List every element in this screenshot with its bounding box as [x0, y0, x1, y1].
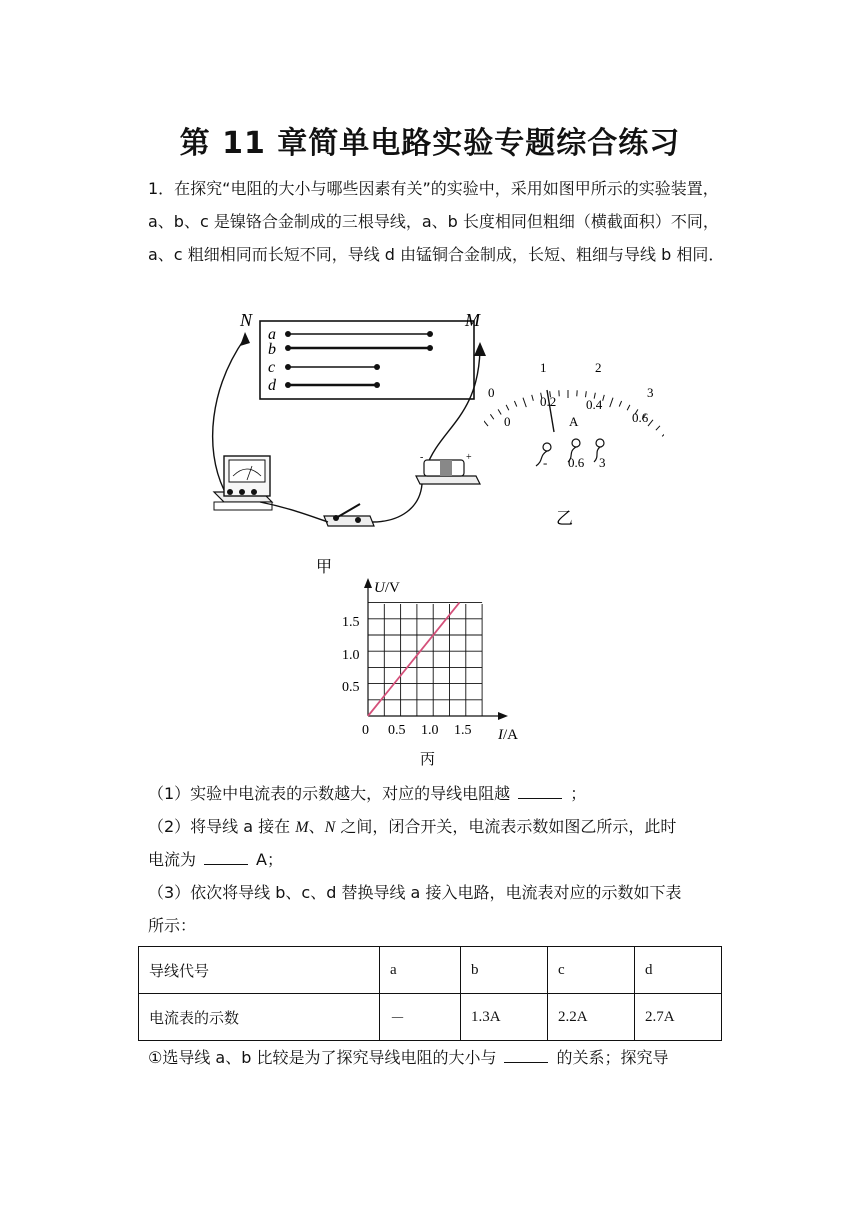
y-tick-1-5: 1.5: [342, 615, 360, 630]
arrow-n-icon: [240, 332, 250, 346]
figure-bing-caption: 丙: [420, 750, 436, 768]
question-1-intro: 1．在探究“电阻的大小与哪些因素有关”的实验中，采用如图甲所示的实验装置，a、b、c 是镍铬合金制成的三根导线，a、b 长度相同但粗细（横截面积）不同，a、c 粗细相同而长短不同，导线 d 由锰铜合金制成，长短、粗细与导线 b 相同．: [148, 179, 725, 264]
sub2-m: M: [295, 819, 309, 836]
dial-tick: [656, 426, 660, 430]
table-row: [139, 994, 722, 1041]
wire-d: [268, 377, 380, 394]
lead-m: [426, 350, 480, 468]
dial-bottom-label-1: 0.2: [540, 394, 557, 409]
dial-top-label-2: 2: [595, 360, 602, 375]
dial-tick: [619, 401, 621, 407]
sub2-b: 之间，闭合开关，电流表示数如图乙所示，此时: [335, 817, 677, 836]
table-cell: a: [380, 947, 461, 994]
sub2-n: N: [324, 819, 336, 836]
sub3-line1: （3）依次将导线 b、c、d 替换导线 a 接入电路，电流表对应的示数如下表: [148, 883, 682, 902]
current-table: [138, 946, 722, 1041]
dial-unit: A: [569, 414, 579, 429]
answer-blank-3[interactable]: [504, 1048, 548, 1063]
dial-tick: [484, 420, 488, 426]
dial-tick: [490, 414, 493, 419]
table-cell: 导线代号: [139, 947, 380, 994]
x-axis-unit: /A: [503, 727, 518, 743]
x-axis-arrow-icon: [498, 712, 508, 720]
terminal-label-3: 3: [599, 455, 606, 470]
wire-b: [268, 341, 433, 358]
sub2-sep: 、: [308, 817, 325, 836]
sub2-unit: A；: [256, 850, 283, 869]
sub3-q1-b: 的关系；探究导: [556, 1048, 669, 1067]
dial-top-label-0: 0: [488, 385, 495, 400]
battery-device: [416, 452, 480, 484]
x-tick-0: 0: [362, 723, 369, 738]
terminal-label-n: N: [240, 310, 253, 330]
x-axis-var: I: [498, 727, 503, 743]
sub3-q1-a: ①选导线 a、b 比较是为了探究导线电阻的大小与: [148, 1048, 497, 1067]
sub2-line2: 电流为: [148, 850, 197, 869]
terminal-label-minus: -: [543, 455, 548, 470]
x-tick-0-5: 0.5: [388, 723, 406, 738]
table-cell: －: [380, 994, 461, 1041]
dial-tick: [662, 432, 664, 436]
dial-top-label-1: 1: [540, 360, 547, 375]
figure-yi: [484, 356, 664, 532]
dial-bottom-label-2: 0.4: [586, 397, 603, 412]
dial-bottom-label-0: 0: [504, 414, 511, 429]
terminal-label-06: 0.6: [568, 455, 585, 470]
y-axis-var: U: [374, 580, 385, 596]
table-cell: b: [461, 947, 548, 994]
dial-tick: [610, 398, 613, 407]
dial-bottom-label-3: 0.6: [632, 410, 649, 425]
wire-a: [268, 326, 433, 343]
table-row: [139, 947, 722, 994]
dial-tick: [506, 405, 509, 410]
sub-question-3-1: [148, 1045, 669, 1068]
y-tick-0-5: 0.5: [342, 680, 360, 695]
wire-label-d: d: [268, 377, 276, 394]
table-cell: 2.2A: [548, 994, 635, 1041]
answer-blank-1[interactable]: [518, 784, 562, 799]
wire-c: [268, 359, 380, 376]
dial-tick: [648, 420, 653, 426]
y-axis-unit: /V: [384, 580, 400, 596]
table-cell: d: [635, 947, 722, 994]
svg-text:-: -: [420, 452, 424, 463]
table-cell: 电流表的示数: [139, 994, 380, 1041]
dial-top-label-3: 3: [647, 385, 654, 400]
switch-device: [324, 504, 374, 526]
y-axis-arrow-icon: [364, 578, 372, 588]
chart-grid: [368, 603, 482, 716]
wire-label-a: a: [268, 326, 276, 343]
figure-yi-caption: 乙: [556, 509, 573, 529]
dial-tick: [523, 398, 526, 407]
figure-jia-caption: 甲: [316, 557, 333, 576]
wire-board: [260, 321, 474, 399]
sub1-text: （1）实验中电流表的示数越大，对应的导线电阻越: [148, 784, 511, 803]
table-cell: c: [548, 947, 635, 994]
dial-tick: [627, 405, 630, 410]
dial-tick: [514, 401, 516, 407]
sub1-end: ；: [570, 784, 587, 803]
dial-tick: [498, 409, 501, 414]
wire-label-b: b: [268, 341, 276, 358]
terminal-06-icon: [572, 439, 580, 447]
x-tick-1-0: 1.0: [421, 723, 439, 738]
x-axis-label: [497, 727, 518, 743]
page-title: 第 11 章简单电路实验专题综合练习: [179, 126, 681, 161]
arrow-m-icon: [474, 342, 486, 356]
ammeter-device: [214, 456, 272, 510]
figure-jia: [200, 308, 490, 580]
terminal-minus-icon: [543, 443, 551, 451]
table-cell: 1.3A: [461, 994, 548, 1041]
sub-question-2: [148, 814, 676, 837]
svg-text:+: +: [466, 452, 472, 463]
sub2-a: （2）将导线 a 接在: [148, 817, 296, 836]
terminal-3-icon: [596, 439, 604, 447]
dial-tick: [603, 395, 605, 401]
wire-label-c: c: [268, 359, 276, 376]
sub3-line2: 所示：: [148, 916, 197, 935]
dial-tick: [532, 395, 534, 401]
sub-question-1: [148, 781, 586, 804]
terminal-label-m: M: [465, 310, 480, 330]
table-cell: 2.7A: [635, 994, 722, 1041]
y-axis-label: [374, 580, 400, 596]
sub-question-2-line2: [148, 847, 283, 870]
y-tick-1-0: 1.0: [342, 648, 360, 663]
series-line: [368, 603, 459, 716]
answer-blank-2[interactable]: [204, 850, 248, 865]
figure-bing: [330, 570, 540, 770]
x-tick-1-5: 1.5: [454, 723, 472, 738]
